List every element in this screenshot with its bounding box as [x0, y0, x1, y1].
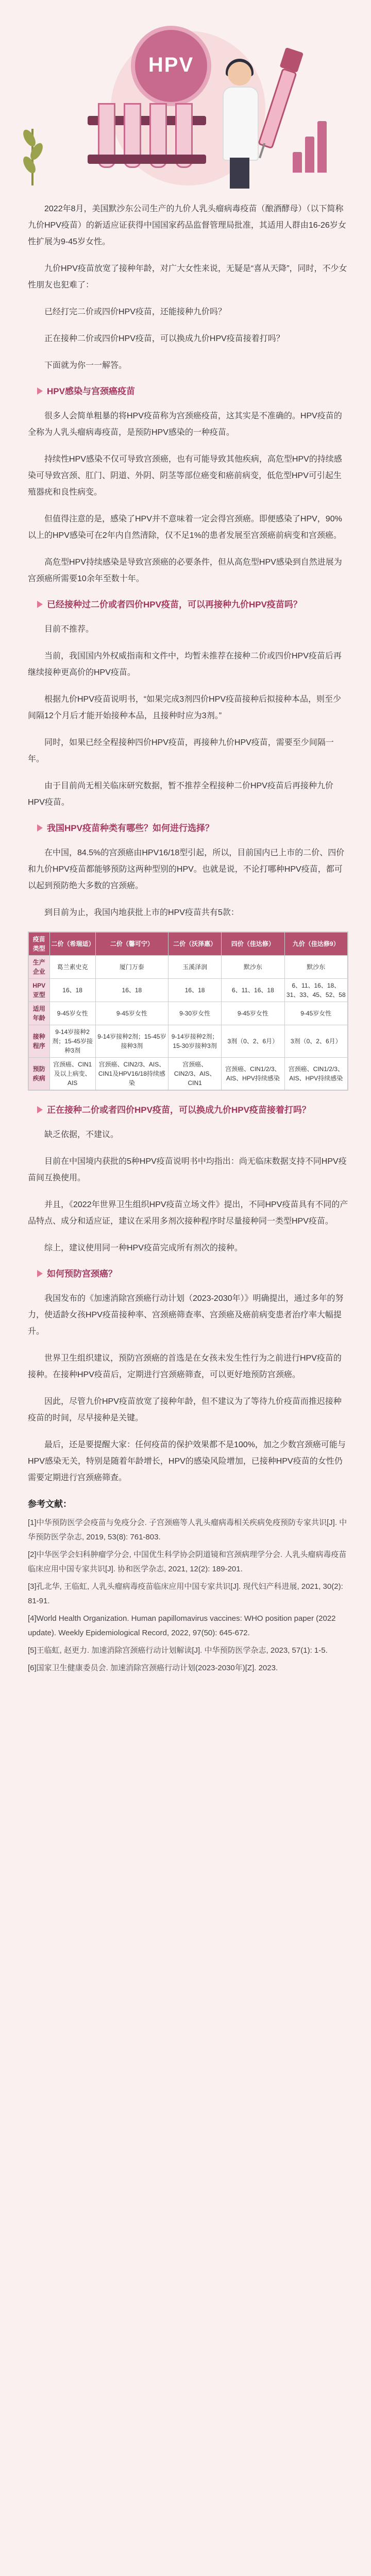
table-row: [29, 979, 348, 1002]
table-cell: 9-30岁女性: [168, 1002, 222, 1025]
table-cell: 9-14岁接种2剂；15-45岁接种3剂: [49, 1025, 95, 1058]
bar-decoration-icon: [293, 111, 339, 173]
table-cell: 厦门万泰: [95, 956, 168, 979]
section-heading-prevention: [37, 1267, 348, 1281]
table-cell: 3剂（0、2、6月）: [222, 1025, 284, 1058]
table-cell: 9-45岁女性: [222, 1002, 284, 1025]
section-paragraph: 并且，《2022年世界卫生组织HPV疫苗立场文件》提出，不同HPV疫苗具有不同的产品特点、成分和适应证，建议在采用多剂次接种程序时尽量接种同一类型HPV疫苗。: [28, 1200, 348, 1226]
section-paragraph: 综上，建议使用同一种HPV疫苗完成所有剂次的接种。: [44, 1244, 243, 1252]
triangle-bullet-icon: [37, 1270, 43, 1277]
section-title: 正在接种二价或者四价HPV疫苗，可以换成九价HPV疫苗接着打吗？: [47, 1105, 311, 1115]
references-title: 参考文献：: [28, 1499, 72, 1509]
intro-question: 已经打完二价或四价HPV疫苗，还能接种九价吗？: [44, 308, 226, 316]
doctor-figure-icon: [222, 62, 258, 191]
table-row-label: 生产企业: [29, 956, 50, 979]
section-paragraph: 根据九价HPV疫苗说明书，“如果完成3剂四价HPV疫苗接种后拟接种本品，则至少间隔12个月后才能开始接种本品，且接种时应为3剂。”: [28, 695, 342, 720]
reference-item: [4]World Health Organization. Human papillomavirus vaccines: WHO position paper (2022 update). Weekly Epidemiological Record, 2022, 97(50): 645-672.: [28, 1614, 336, 1637]
section-heading-vaccine-types: [37, 821, 348, 836]
vaccine-comparison-table: [28, 931, 348, 1091]
intro-paragraph: 九价HPV疫苗放宽了接种年龄，对广大女性来说，无疑是“喜从天降”，同时，不少女性朋友也犯难了：: [28, 264, 347, 290]
section-paragraph: 缺乏依据，不建议。: [44, 1130, 119, 1139]
triangle-bullet-icon: [37, 601, 43, 608]
table-row-label: 适用年龄: [29, 1002, 50, 1025]
section-paragraph: 在中国，84.5%的宫颈癌由HPV16/18型引起，所以，目前国内已上市的二价、四价和九价HPV疫苗都能够预防这两种型别的HPV。也就是说，不论打哪种HPV疫苗，都可以起到预防绝大多数的宫颈癌。: [28, 849, 345, 890]
table-header-cell: 二价（希瑞适）: [49, 933, 95, 956]
table-cell: 默沙东: [284, 956, 347, 979]
reference-item: [2]中华医学会妇科肿瘤学分会, 中国优生科学协会阴道镜和宫颈病理学分会. 人乳头瘤病毒疫苗临床应用中国专家共识[J]. 协和医学杂志, 2021, 12(2): 189-201.: [28, 1550, 347, 1573]
table-row: [29, 1058, 348, 1090]
table-row: [29, 956, 348, 979]
table-cell: 宫颈癌、CIN2/3、AIS、CIN1及HPV16/18持续感染: [95, 1058, 168, 1090]
hero-illustration: [0, 0, 371, 201]
triangle-bullet-icon: [37, 387, 43, 395]
section-heading-hpv-infection: [37, 384, 348, 399]
plant-icon: [25, 124, 40, 185]
table-row: [29, 1025, 348, 1058]
table-cell: 3剂（0、2、6月）: [284, 1025, 347, 1058]
article-content: [0, 201, 371, 1675]
intro-paragraph: 下面就为你一一解答。: [44, 361, 127, 370]
section-paragraph: 持续性HPV感染不仅可导致宫颈癌，也有可能导致其他疾病，高危型HPV的持续感染可导致宫颈、肛门、阴道、外阴、阴茎等部位癌变和癌前病变，低危型HPV可引起生殖器疣和良性病变。: [28, 455, 342, 497]
table-cell: 9-45岁女性: [284, 1002, 347, 1025]
section-paragraph: 由于目前尚无相关临床研究数据，暂不推荐全程接种二价HPV疫苗后再接种九价HPV疫苗。: [28, 782, 333, 807]
section-heading-reinoculation: [37, 598, 348, 612]
table-cell: 9-45岁女性: [49, 1002, 95, 1025]
table-header-cell: 九价（佳达修9）: [284, 933, 347, 956]
section-heading-switch-vaccine: [37, 1103, 348, 1117]
table-cell: 16、18: [49, 979, 95, 1002]
section-paragraph: 但值得注意的是，感染了HPV并不意味着一定会得宫颈癌。即便感染了HPV，90%以上的HPV感染可在2年内自然清除，仅不足1%的患者发展至宫颈癌前病变和宫颈癌。: [28, 515, 342, 540]
table-cell: 玉溪泽润: [168, 956, 222, 979]
section-paragraph: 当前，我国国内外权威指南和文件中，均暂未推荐在接种二价或四价HPV疫苗后再继续接种更高价的HPV疫苗。: [28, 652, 342, 677]
reference-item: [3]孔北华, 王临虹, 人乳头瘤病毒疫苗临床应用中国专家共识[J]. 现代妇产科进展, 2021, 30(2): 81-91.: [28, 1582, 343, 1605]
section-paragraph: 同时，如果已经全程接种四价HPV疫苗，再接种九价HPV疫苗，需要至少间隔一年。: [28, 738, 334, 764]
section-title: HPV感染与宫颈癌疫苗: [47, 386, 135, 396]
section-paragraph: 很多人会简单粗暴的将HPV疫苗称为宫颈癌疫苗，这其实是不准确的。HPV疫苗的全称为人乳头瘤病毒疫苗，是预防HPV感染的一种疫苗。: [28, 412, 342, 437]
table-cell: 宫颈癌、CIN1及以上病变、AIS: [49, 1058, 95, 1090]
triangle-bullet-icon: [37, 1106, 43, 1113]
table-cell: 9-14岁接种2剂；15-45岁接种3剂: [95, 1025, 168, 1058]
table-cell: 葛兰素史克: [49, 956, 95, 979]
table-cell: 宫颈癌、CIN1/2/3、AIS、HPV持续感染: [222, 1058, 284, 1090]
intro-paragraph: 2022年8月，美国默沙东公司生产的九价人乳头瘤病毒疫苗（酿酒酵母）（以下简称九价HPV疫苗）的新适应证获得中国国家药品监督管理局批准，其适用人群由16-26岁女性扩展为9-45岁女性。: [28, 205, 346, 246]
table-cell: 6、11、16、18、31、33、45、52、58: [284, 979, 347, 1002]
section-paragraph: 世界卫生组织建议，预防宫颈癌的首选是在女孩未发生性行为之前进行HPV疫苗的接种。在接种HPV疫苗后，定期进行宫颈癌筛查，可以更好地预防宫颈癌。: [28, 1354, 342, 1379]
hpv-virus-icon: [135, 30, 207, 102]
test-tube-rack-bottom: [88, 155, 206, 164]
table-header-cell: 二价（馨可宁）: [95, 933, 168, 956]
hpv-virus-label: HPV: [148, 54, 194, 76]
section-paragraph: 高危型HPV持续感染是导致宫颈癌的必要条件，但从高危型HPV感染到自然进展为宫颈癌所需要10余年至数十年。: [28, 558, 342, 583]
table-cell: 默沙东: [222, 956, 284, 979]
section-paragraph: 到目前为止，我国内地获批上市的HPV疫苗共有5款：: [44, 908, 239, 917]
table-row-label: 预防疾病: [29, 1058, 50, 1090]
section-title: 如何预防宫颈癌？: [47, 1269, 117, 1279]
table-cell: 宫颈癌、CIN1/2/3、AIS、HPV持续感染: [284, 1058, 347, 1090]
table-header-row: [29, 933, 348, 956]
reference-item: [1]中华预防医学会疫苗与免疫分会. 子宫颈癌等人乳头瘤病毒相关疾病免疫预防专家共识[J]. 中华预防医学杂志, 2019, 53(8): 761-803.: [28, 1518, 347, 1541]
reference-item: [5]王临虹, 赵更力. 加速消除宫颈癌行动计划解读[J]. 中华预防医学杂志, 2023, 57(1): 1-5.: [28, 1646, 328, 1655]
section-paragraph: 目前在中国境内获批的5种HPV疫苗说明书中均指出：尚无临床数据支持不同HPV疫苗间互换使用。: [28, 1157, 347, 1182]
section-title: 我国HPV疫苗种类有哪些？如何进行选择？: [47, 823, 214, 833]
table-row-label: HPV亚型: [29, 979, 50, 1002]
table-cell: 16、18: [168, 979, 222, 1002]
table-header-cell: 疫苗类型: [29, 933, 50, 956]
table-cell: 9-14岁接种2剂；15-30岁接种3剂: [168, 1025, 222, 1058]
section-paragraph: 我国发布的《加速消除宫颈癌行动计划（2023-2030年）》明确提出，通过多年的努力，使适龄女孩HPV疫苗接种率、宫颈癌筛查率、宫颈癌及癌前病变患者治疗率大幅提升。: [28, 1294, 344, 1336]
triangle-bullet-icon: [37, 824, 43, 832]
table-header-cell: 二价（沃泽惠）: [168, 933, 222, 956]
table-header-cell: 四价（佳达修）: [222, 933, 284, 956]
section-paragraph: 因此，尽管九价HPV疫苗放宽了接种年龄，但不建议为了等待九价疫苗而推迟接种疫苗的时间，尽早接种是关键。: [28, 1397, 342, 1422]
table-cell: 9-45岁女性: [95, 1002, 168, 1025]
section-title: 已经接种过二价或者四价HPV疫苗，可以再接种九价HPV疫苗吗？: [47, 600, 302, 609]
table-cell: 16、18: [95, 979, 168, 1002]
table-row: [29, 1002, 348, 1025]
reference-item: [6]国家卫生健康委员会. 加速消除宫颈癌行动计划(2023-2030年)[Z]. 2023.: [28, 1664, 278, 1672]
section-paragraph: 目前不推荐。: [44, 625, 94, 634]
section-paragraph: 最后，还是要提醒大家：任何疫苗的保护效果都不是100%，加之少数宫颈癌可能与HPV感染无关，特别是随着年龄增长，HPV的感染风险增加，已接种HPV疫苗的女性仍需要定期进行宫颈癌筛查。: [28, 1440, 346, 1482]
table-cell: 宫颈癌、CIN2/3、AIS、CIN1: [168, 1058, 222, 1090]
intro-question: 正在接种二价或四价HPV疫苗，可以换成九价HPV疫苗接着打吗？: [44, 334, 284, 343]
table-row-label: 接种程序: [29, 1025, 50, 1058]
table-cell: 6、11、16、18: [222, 979, 284, 1002]
